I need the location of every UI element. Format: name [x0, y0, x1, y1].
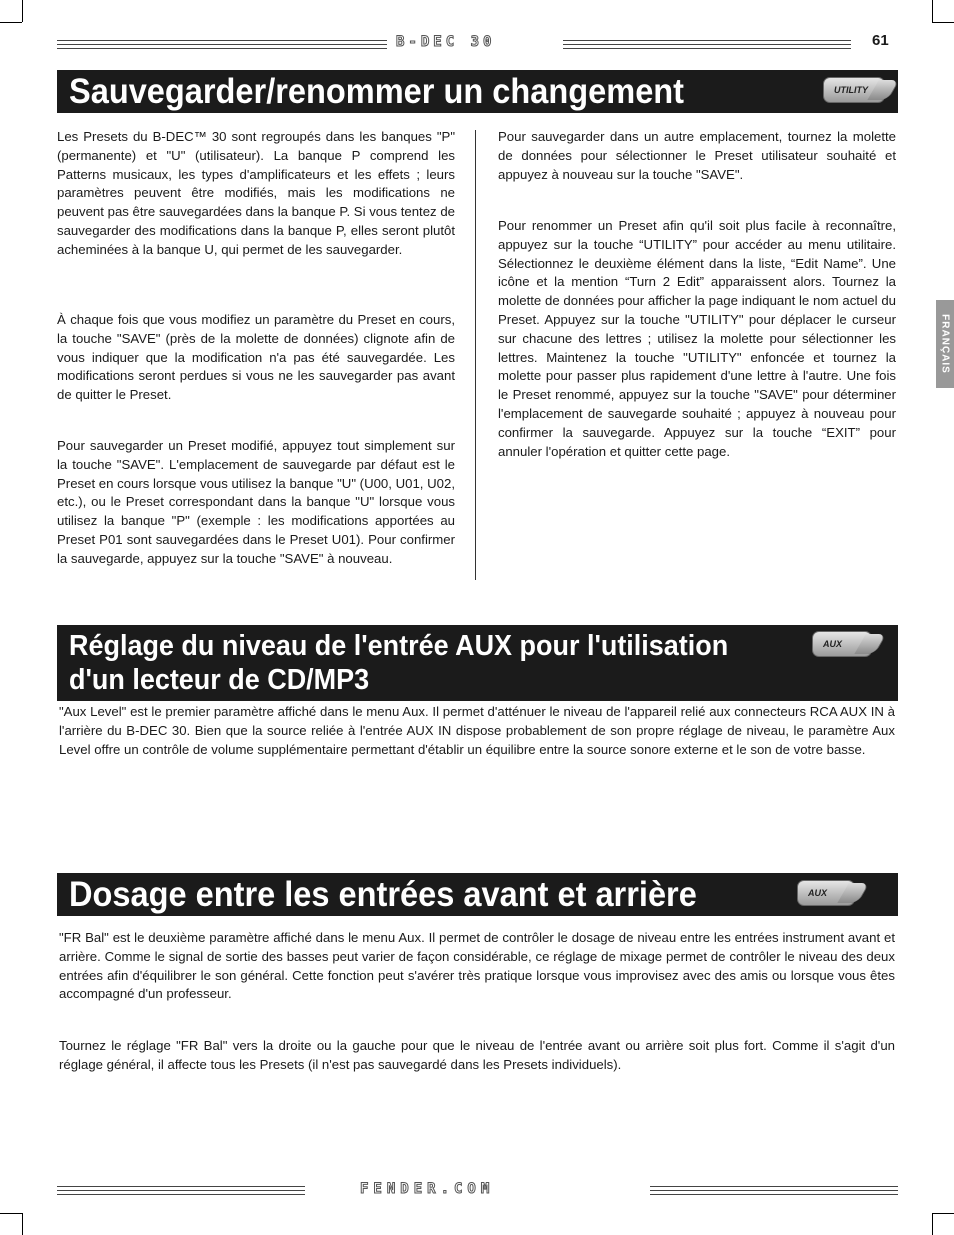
crop-mark: [932, 22, 954, 23]
header-brand: B-DEC 30: [396, 34, 496, 50]
crop-mark: [932, 0, 933, 22]
aux-button-icon: [797, 880, 855, 906]
crop-mark: [0, 22, 22, 23]
paragraph: Pour sauvegarder dans un autre emplacement, tournez la molette de données pour sélectionner le Preset utilisateur souhaité et appuyez à nouveau sur la touche "SAVE".: [498, 129, 896, 182]
section-title-line2: d'un lecteur de CD/MP3: [69, 664, 370, 696]
aux-button-icon: [812, 631, 872, 657]
language-tab: [936, 300, 954, 388]
footer-rule-left: [57, 1186, 305, 1198]
utility-button-icon: [823, 77, 885, 103]
paragraph: "Aux Level" est le premier paramètre affiché dans le menu Aux. Il permet d'atténuer le niveau de l'appareil relié aux connecteurs RCA AUX IN à l'arrière du B-DEC 30. Bien que la source reliée à l'entrée AUX IN dispose probablement de son propre réglage de niveau, le paramètre Aux Level offre un contrôle de volume supplémentaire permettant d'établir un équilibre entre la source sonore externe et le son de votre basse.: [59, 704, 895, 757]
crop-mark: [932, 1213, 933, 1235]
crop-mark: [22, 0, 23, 22]
crop-mark: [0, 1213, 22, 1214]
section-heading-band: [57, 625, 898, 701]
footer-rule-right: [650, 1186, 898, 1198]
section-title: Sauvegarder/renommer un changement: [69, 72, 685, 111]
column-divider: [475, 130, 476, 580]
section-title-line1: Réglage du niveau de l'entrée AUX pour l'utilisation: [69, 630, 729, 662]
paragraph: À chaque fois que vous modifiez un paramètre du Preset en cours, la touche "SAVE" (près de la molette de données) clignote afin de vous indiquer que la modification n'a pas été sauvegardée. Les modifications seront perdues si vous ne les sauvegarder pas avant de quitter le Preset.: [57, 312, 455, 403]
paragraph: Les Presets du B-DEC™ 30 sont regroupés dans les banques "P" (permanente) et "U" (utilisateur). La banque P comprend les Patterns musicaux, les types d'amplificateurs et les effets ; leurs paramètres peuvent être modifiés, mais les modifications ne peuvent pas être sauvegardées dans la banque P. Si vous tentez de sauvegarder des modifications dans la banque P, elles seront plutôt acheminées à la banque U, qui permet de les sauvegarder.: [57, 129, 455, 257]
header-rule-right: [563, 40, 851, 52]
badge-label: AUX: [808, 888, 828, 898]
paragraph: "FR Bal" est le deuxième paramètre affiché dans le menu Aux. Il permet de contrôler le dosage de niveau entre les entrées instrument avant et arrière. Comme le signal de sortie des basses peut varier de façon considérable, ce réglage de mixage permet de contrôler le niveau des deux entrées afin d'équilibrer le son général. Cette fonction peut s'avérer très pratique lorsque vous improvisez avec des amis ou lorsque vous êtes accompagné d'un professeur.: [59, 930, 895, 1002]
page-number: 61: [872, 32, 889, 49]
paragraph: Pour sauvegarder un Preset modifié, appuyez tout simplement sur la touche "SAVE". L'emplacement de sauvegarde par défaut est le Preset en cours lorsque vous utilisez la banque "U" (U00, U01, U02, etc.), ou le Preset correspondant dans la banque "U" lorsque vous utilisez la banque "P" (exemple : les modifications apportées au Preset P01 sont sauvegardées dans le Preset U01). Pour confirmer la sauvegarde, appuyez sur la touche "SAVE" à nouveau.: [57, 438, 455, 566]
footer-website: FENDER.COM: [360, 1181, 495, 1197]
badge-label: UTILITY: [834, 85, 868, 95]
crop-mark: [22, 1213, 23, 1235]
section-heading-band: [57, 873, 898, 916]
language-tab-label: FRANÇAIS: [939, 314, 951, 374]
crop-mark: [932, 1213, 954, 1214]
section-heading-band: [57, 70, 898, 113]
badge-label: AUX: [823, 639, 843, 649]
section-title: Dosage entre les entrées avant et arrière: [69, 875, 697, 914]
header-rule-left: [57, 40, 387, 52]
paragraph: Tournez le réglage "FR Bal" vers la droite ou la gauche pour que le niveau de l'entrée avant ou arrière soit plus fort. Comme il s'agit d'un réglage général, il affecte tous les Presets (il n'est pas sauvegardé dans les Presets individuels).: [59, 1038, 895, 1072]
paragraph: Pour renommer un Preset afin qu'il soit plus facile à reconnaître, appuyez sur la touche “UTILITY” pour accéder au menu utilitaire. Sélectionnez le deuxième élément dans la liste, “Edit Name”. Une icône et la mention “Turn 2 Edit” apparaissent alors. Tournez la molette de données pour afficher la page indiquant le nom actuel du Preset. Appuyez sur la touche "UTILITY" pour déplacer le curseur sur chacune des lettres ; utilisez la molette pour sélectionner les lettres. Maintenez la touche "UTILITY" enfoncée et tournez la molette pour passer plus rapidement d'une lettre à l'autre. Une fois le Preset renommé, appuyez sur la touche "SAVE" pour déterminer l'emplacement de sauvegarde souhaité ; appuyez à nouveau pour confirmer la sauvegarde. Appuyez sur la touche “EXIT” pour annuler l'opération et quitter cette page.: [498, 218, 896, 459]
